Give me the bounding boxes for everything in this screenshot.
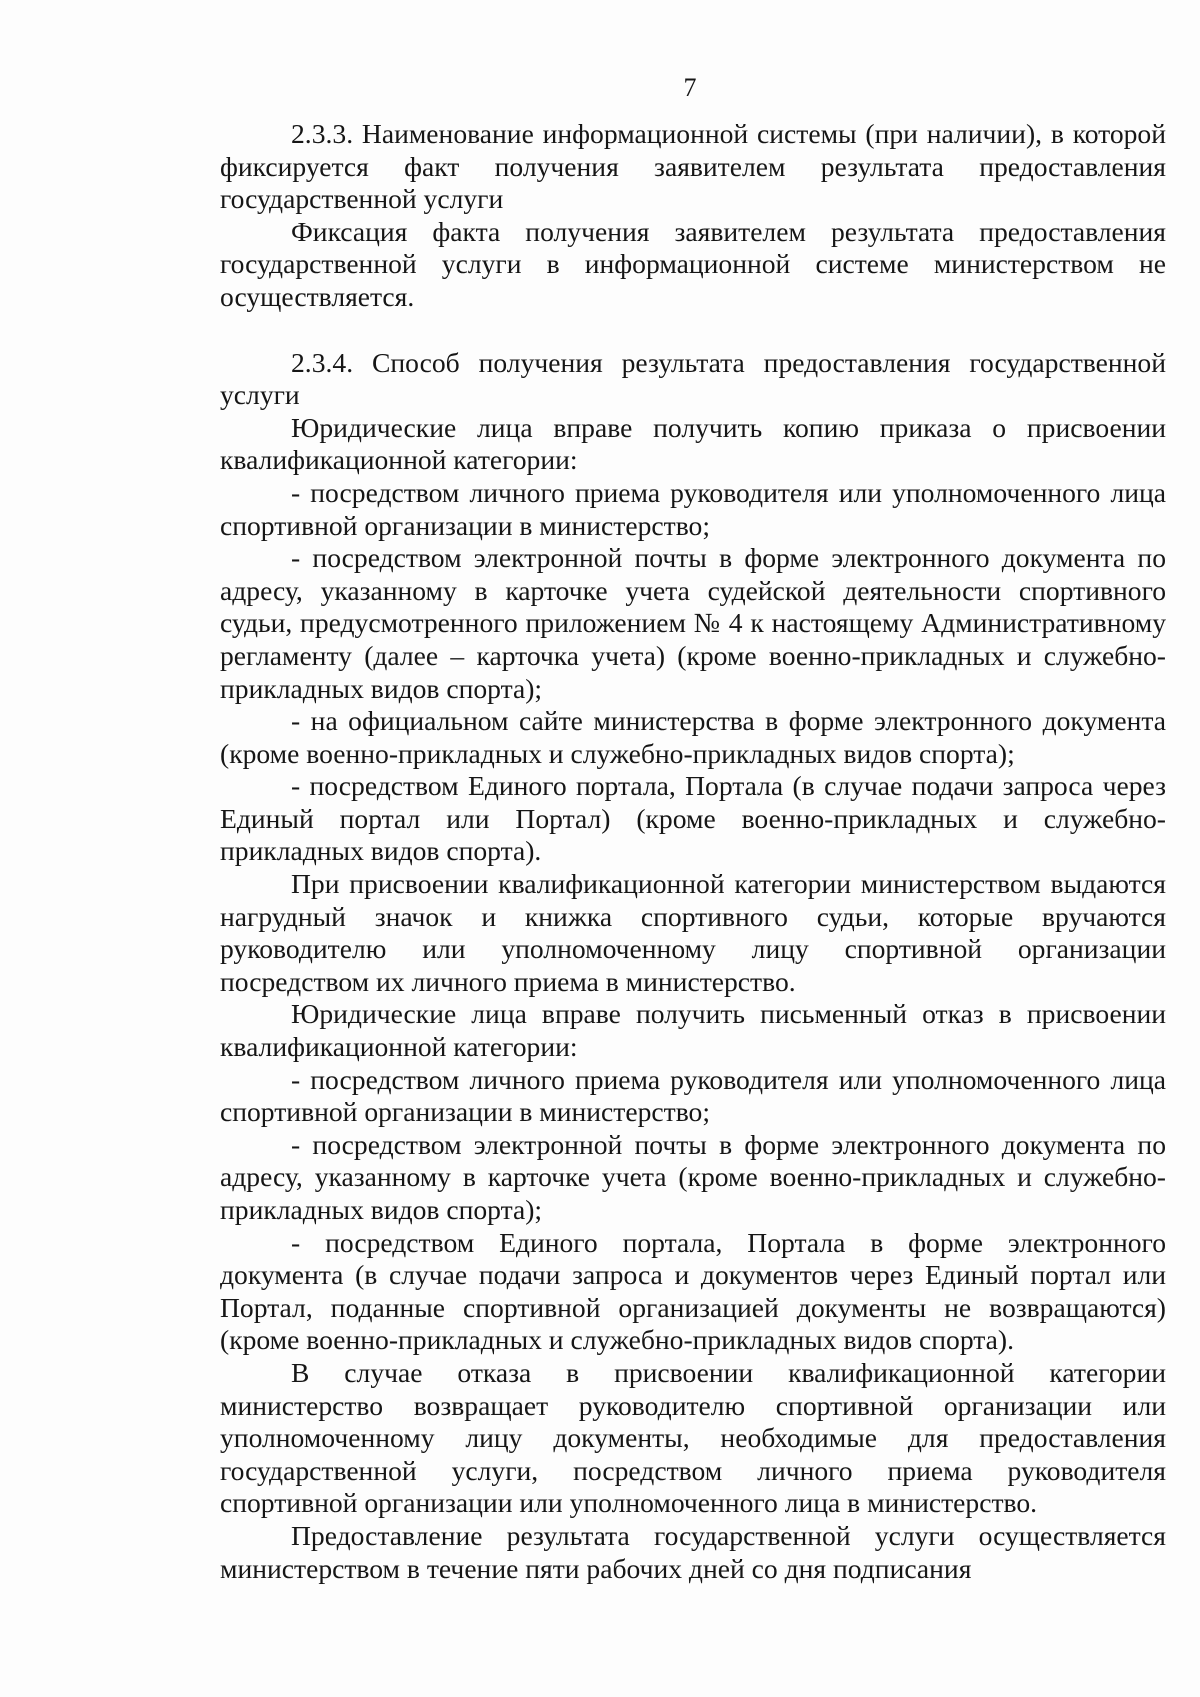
paragraph: Юридические лица вправе получить копию приказа о присвоении квалификационной категории: xyxy=(220,411,1166,476)
paragraph: В случае отказа в присвоении квалификационной категории министерство возвращает руководителю спортивной организации или уполномоченному лицу документы, необходимые для предоставления государственной услуги, посредством личного приема руководителя спортивной организации или уполномоченного лица в министерство. xyxy=(220,1356,1166,1519)
page-number: 7 xyxy=(683,73,697,102)
section-heading-2-3-4: 2.3.4. Способ получения результата предоставления государственной услуги xyxy=(220,346,1166,411)
list-item: - на официальном сайте министерства в форме электронного документа (кроме военно-прикладных и служебно-прикладных видов спорта); xyxy=(220,705,1166,769)
document-body xyxy=(220,118,1166,1585)
list-item: - посредством электронной почты в форме электронного документа по адресу, указанному в карточке учета (кроме военно-прикладных и служебно-прикладных видов спорта); xyxy=(220,1128,1166,1225)
paragraph: При присвоении квалификационной категории министерством выдаются нагрудный значок и книжка спортивного судьи, которые вручаются руководителю или уполномоченному лицу спортивной организации посредством их личного приема в министерство. xyxy=(220,868,1166,997)
list-item: - посредством личного приема руководителя или уполномоченного лица спортивной организации в министерство; xyxy=(220,1063,1166,1128)
paragraph: Юридические лица вправе получить письменный отказ в присвоении квалификационной категории: xyxy=(220,998,1166,1063)
paragraph: Фиксация факта получения заявителем результата предоставления государственной услуги в информационной системе министерством не осуществляется. xyxy=(220,215,1166,312)
paragraph: Предоставление результата государственной услуги осуществляется министерством в течение пяти рабочих дней со дня подписания xyxy=(220,1519,1166,1584)
list-item: - посредством личного приема руководителя или уполномоченного лица спортивной организации в министерство; xyxy=(220,476,1166,541)
list-item: - посредством электронной почты в форме электронного документа по адресу, указанному в карточке учета судейской деятельности спортивного судьи, предусмотренного приложением № 4 к настоящему Административному регламенту (далее – карточка учета) (кроме военно-прикладных и служебно-прикладных видов спорта); xyxy=(220,542,1166,704)
section-heading-2-3-3: 2.3.3. Наименование информационной системы (при наличии), в которой фиксируется факт получения заявителем результата предоставления государственной услуги xyxy=(220,118,1166,215)
list-item: - посредством Единого портала, Портала в форме электронного документа (в случае подачи запроса и документов через Единый портал или Портал, поданные спортивной организацией документы не возвращаются) (кроме военно-прикладных и служебно-прикладных видов спорта). xyxy=(220,1226,1166,1356)
list-item: - посредством Единого портала, Портала (в случае подачи запроса через Единый портал или Портал) (кроме военно-прикладных и служебно-прикладных видов спорта). xyxy=(220,770,1166,867)
